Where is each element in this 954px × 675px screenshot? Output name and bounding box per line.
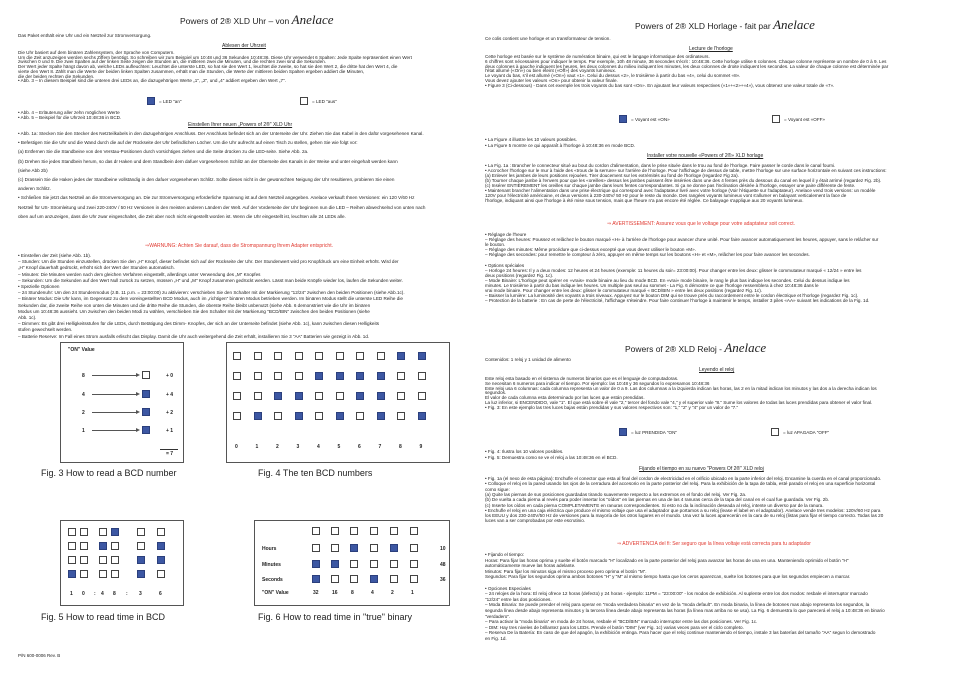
led-off xyxy=(377,352,385,360)
text-line: La luz inferior, si ENCENDIDO, vale "1". El que está sobre él vale "2," tercer del fondo vale "4," y el superior vale "8." Sume los valores de todas las luces prendidas para obtener el valor final. xyxy=(485,400,873,405)
fig6-row-label: Hours xyxy=(262,546,277,552)
led-off xyxy=(295,352,303,360)
text-line: Vous devez ajouter les valeurs «On» pour obtenir la valeur finale. xyxy=(485,78,618,83)
text-line: – Réglage des heures: Poussez et relâchez le bouton marqué «H» à l'arrière de l'horloge pour avancer d'une unité. Pour faire avancer automatiquement les heures, appuyer, sans le relâcher sur xyxy=(485,237,879,243)
led-on xyxy=(336,372,344,380)
led-off xyxy=(315,352,323,360)
led-off xyxy=(410,575,418,583)
text-line: automáticamente mueve las horas adelante. xyxy=(485,563,576,569)
led-off xyxy=(397,372,405,380)
text-line: (c) Drassein Sie die Haken jedes der Standbeine vollständig in den dafuer vorgesehenen Schlitz. Sollte dieses nicht in der gewünschten Neigung der Uhr resultieren, probieren Sie einen xyxy=(18,177,395,182)
led-off xyxy=(157,570,165,578)
text-line: 120V pour l'électricité américaine, et deux versions à 230-240V/ 50 Hz pour le reste du monde. Des rangées voyants lumineux vont s'allumer en balayant verticalement la face de xyxy=(485,193,847,198)
led-on xyxy=(377,412,385,420)
led-on xyxy=(336,412,344,420)
fig4-digit-label: 8 xyxy=(399,444,402,450)
led-on xyxy=(137,556,145,564)
led-off xyxy=(68,556,76,564)
led-on xyxy=(68,570,76,578)
fig6-result: 48 xyxy=(440,562,446,568)
fig3-arrow xyxy=(92,412,138,413)
french-sec2-heading: Installer votre nouvelle «Powers of 2®» XLD horlage xyxy=(647,153,764,159)
fig3-arrow xyxy=(92,375,138,376)
text-line: El valor de cada columna esta determinado por las luces que están prendidas. xyxy=(485,395,645,401)
text-line: – Para activar la "moda binaria" en moda de 24 horas, resbale el "BCD/BIN" marcado interruptor entre las dos posiciones. Ver Fig. 1c. xyxy=(485,619,758,625)
led-on xyxy=(377,372,385,380)
es-fig-ref-2: • Fig. 5: Demuestra como se ve el reloj a las 10:48:36 en el BCD. xyxy=(485,455,618,460)
fig3-value-label: 8 xyxy=(82,373,85,379)
text-line: (c) Inserte los oídos en cada pierna COMPLETAMENTE en ranuras correspondientes. Si esto no da la inclinación deseada al reloj, intente un diverso par de la ranura. xyxy=(485,502,824,508)
led-off xyxy=(80,542,88,550)
led-off xyxy=(274,412,282,420)
led-off xyxy=(137,528,145,536)
text-line: l'horloge, indiquant ainsi que l'horloge à été mise sous tension, mais que l'heure n'a pas encore été réglée. Ce balayage s'applique aux 20 voyants lumineux. xyxy=(485,198,804,203)
led-off xyxy=(356,352,364,360)
text-line: • Abb. 1a: Stecken Sie den Stecker des Netzteilkabels in den dazugehörigen Anschluss. Der Anschluss befindet sich an der Unterseite der Uhr. Ziehen Sie das Kabel in den dafür vorgesehenen Kanal. xyxy=(18,131,424,136)
text-line: 6 chiffres sont nécessaires pour indiquer le temps. Par exemple, 10h 48 minute, 36 secondes s'écrit : 10:48:36. Cette horloge utilise 6 colonnes. Chaque colonne représente un nombre de 0 à 9. Les xyxy=(485,58,887,64)
fig6-caption: Fig. 6 How to read time in "true" binary xyxy=(258,612,412,622)
led-on xyxy=(142,390,150,398)
fig4-digit-label: 4 xyxy=(317,444,320,450)
fig5-label: 1 xyxy=(70,591,73,597)
fr-led-off-swatch xyxy=(772,115,780,123)
fig5-label: 3 xyxy=(139,591,142,597)
french-sec1-heading: Lecture de l'horloge xyxy=(689,46,733,52)
fig5-label: 4 xyxy=(101,591,104,597)
led-off xyxy=(233,412,241,420)
spanish-warning: ⇒ ADVERTENCIA del fi: Ser seguro que la línea voltaje está correcta para tu adaptador xyxy=(617,541,811,547)
led-on xyxy=(370,575,378,583)
fig6-weight: 2 xyxy=(391,590,394,596)
fig3-header: "ON" Value xyxy=(68,347,95,353)
led-off xyxy=(233,372,241,380)
led-on xyxy=(418,412,426,420)
text-line: "verdadero". xyxy=(485,613,511,619)
led-off xyxy=(137,542,145,550)
text-line: • La Fig. 1a : Brancher le connecteur situé au bout du cordon d'alimentation, dans le prise située dans le trou au fond de l'horloge. Faire passer le corde dans le canal fourni. xyxy=(485,163,836,168)
led-on xyxy=(350,544,358,552)
fig3-arrow xyxy=(92,394,138,395)
text-line: (c) Insérer ENTIÈREMENT les oreilles sur chaque jambe dans leurs fentes correspondantes. Si ça ne donne pas l'inclination désirée à l'horloge, essayer une paire différente de fente. xyxy=(485,183,856,188)
german-title-text: Powers of 2® XLD Uhr – von xyxy=(180,16,290,26)
fig5-label: 8 xyxy=(113,591,116,597)
fig3-box xyxy=(60,342,184,463)
text-line: • Colloque el reloj en la pared usando los ojos de la cerradura del accesorio en la parte posterior del reloj. Para la exhibición de la tapa de tabla, esté parado el reloj en una superficie horizontal xyxy=(485,481,876,487)
led-off xyxy=(336,392,344,400)
led-off xyxy=(350,575,358,583)
text-line: • Einstellen der Zeit (siehe Abb. 1b). xyxy=(18,253,92,258)
text-line: Le voyant du bas, s'il est allumé («On») vaut «1». Celui du dessus «2», le troisième à partir du bas «4», celui du sommet «8». xyxy=(485,73,741,79)
fig6-unused-led xyxy=(390,527,398,535)
led-off xyxy=(356,412,364,420)
es-led-on-swatch xyxy=(619,428,627,436)
text-line: – Minuten: Die Minuten werden nach dem gleichen Verfahren eingestellt, allerdings unter Verwendung des „M" Knopfes xyxy=(18,271,261,277)
led-on xyxy=(137,570,145,578)
led-off xyxy=(99,556,107,564)
french-title xyxy=(635,17,815,33)
led-off xyxy=(68,528,76,536)
fig6-weight: 4 xyxy=(371,590,374,596)
led-on xyxy=(295,392,303,400)
fig4-digit-label: 6 xyxy=(358,444,361,450)
fig4-digit-label: 3 xyxy=(296,444,300,450)
text-line: en Fig. 1d. xyxy=(485,636,507,641)
fig4-digit-label: 2 xyxy=(276,444,279,450)
text-line: zwischen 0 und 9. Die zwei Spalten auf der linken Seite zeigen die Stunden an, die mittleren zwei die Minuten, und die rechten zwei sind die Sekunden. xyxy=(18,59,326,65)
led-off xyxy=(254,392,262,400)
led-off xyxy=(254,372,262,380)
right-section xyxy=(477,0,954,675)
text-line: (b) Tourner chaque jambe à l'envers pour que les «oreilles» dessus les jambes puissent être insérées dans une des 4 fentes près du dessous du canal en lequel il y était arrimé (regardez Fig. 2b). xyxy=(485,178,882,183)
led-off xyxy=(418,372,426,380)
fig6-unused-led xyxy=(350,527,358,535)
french-brand: Anelace xyxy=(773,17,815,32)
fig6-row-label: Seconds xyxy=(262,577,283,583)
text-line: • Réglage de l'heure xyxy=(485,232,527,237)
text-line: Minutos: Para fijar los minutos siga el mismo proceso pero oprima el botón "M". xyxy=(485,568,647,574)
led-on xyxy=(356,392,364,400)
german-sec2-heading: Einstellen Ihrer neuen „Powers of 2®" XLD Uhr xyxy=(188,122,293,128)
led-on xyxy=(295,412,303,420)
led-off xyxy=(233,352,241,360)
text-line: deux positions (regardez Fig. 1c). xyxy=(485,272,554,278)
text-line: (b) De vuelta a cada pierna al revés para poder insertar los "oídos" en las piernas en una de las 4 ranuras cerca de la tapa del canal en el cual fue guardada. Ver Fig. 2b. xyxy=(485,497,830,503)
spanish-sec1-heading: Leyendo el reloj xyxy=(699,367,735,373)
text-line: segunda línea desde abajo representa minutos y la tercera línea desde abajo representa las horas (la línea mas arriba no se usa). La Fig. 6 demuestra lo que parecerá el reloj a 10:48:36 en binario xyxy=(485,608,885,613)
led-off xyxy=(336,352,344,360)
text-line: • Opciones Especiales xyxy=(485,585,531,591)
text-line: – Sekunden: Um die Sekunden auf den Wert Null zurück zu setzen, müssen „H" und „M" Knopf zusammen gedrückt werden. Lässt man beide Knöpfe wieder los, laufen die Sekunden weiter. xyxy=(18,277,403,283)
led-off xyxy=(410,544,418,552)
led-off xyxy=(254,352,262,360)
german-title xyxy=(180,12,334,28)
text-line: Segundos: Para fijar los segundos oprima ambos botones "H" y "M" al mismo tiempo hasta que los ceros aparezcan, suelte los botones para que los segundos empiecen a marcar. xyxy=(485,574,851,580)
led-on xyxy=(142,408,150,416)
fig6-weight: 1 xyxy=(411,590,414,596)
text-line: • Figure 3 (Ci-dessous) - Dans cet exemple les trois voyants du bas sont «On». En ajoutant leur valeurs respectives («1»+«2»+«4»), vous obtenez une valeur totale de «7». xyxy=(485,82,835,88)
led-off xyxy=(315,412,323,420)
text-line: – Mode Binaire: L'horloge peut opérer en «vrais» mode binaire au lieu du mode BCD. En «vrai» mode binaire, le rang le plus bas indique les secondes. Celui du dessus indique les xyxy=(485,277,850,283)
text-line: minutes. Le troisième à partir du bas indique les heures. Un multiple pas seul au sommet - La Fig. 6 démontre ce que l'horloge ressemblera à chez 10:48:36 dans le xyxy=(485,283,819,288)
led-on xyxy=(312,575,320,583)
fig6-result: 36 xyxy=(440,577,446,583)
led-on xyxy=(418,352,426,360)
german-intro: Das Paket enthält eine Uhr und ein Netzteil zur Stromversorgung. xyxy=(18,33,152,38)
text-line: oben auf um anzuzeigen, dass die Uhr zwar eingeschaltet, die Zeit aber noch nicht eingestellt worden ist. Wenn die Uhr eingestellt ist, leuchten alle 24 LEDs alle. xyxy=(18,213,346,219)
fig-ref-1: • Abb. 4 – Erläuterung aller zehn möglichen Werte xyxy=(18,110,120,115)
fig3-value-label: 1 xyxy=(82,428,85,434)
text-line: "12/24" entre las dos posiciones. xyxy=(485,596,552,602)
text-line: los EEUU y dos 230-240V/50 Hz de versiones para la mayoría de los otros lugares en el mundo. Una vez la luces aparecerán en la cara de su reloj (listas para fijar el tiempo correcto. Todas las 20 xyxy=(485,513,884,519)
led-on xyxy=(331,560,339,568)
fig6-row-label: Minutes xyxy=(262,562,281,568)
fig-ref-2: • Abb. 5 – Beispiel für die Uhrzeit 10:48:36 in BCD. xyxy=(18,115,122,120)
text-line: Netzteil für US- Stromleitung und zwei 220-240V / 50 Hz Versionen in den meisten anderen Ländern der Welt. Auf der Vorderseite der Uhr beginnen nun die LED – Reihen abwechselnd von unten nach xyxy=(18,204,426,210)
led-off xyxy=(99,570,107,578)
led-off xyxy=(80,570,88,578)
led-off xyxy=(331,544,339,552)
fig3-value-label: 4 xyxy=(82,392,85,398)
text-line: deux colonnes à gauche indiquent les heures, les deux colonnes du milieu indiquent les minutes, les deux colonnes de droite indiquent les secondes. La valeur de chaque colonne est déterminée par xyxy=(485,63,889,69)
fig3-arrow xyxy=(92,430,138,431)
fig3-plus-label: + 0 xyxy=(166,373,174,379)
text-line: • Fig. 1a (el nexo de esta página): Enchufle el conector que esta al final del cordon de electricidad en el orificio ubicado en la parte inferior del reloj. Encamine la cuerda en el canal proporcionado. xyxy=(485,476,882,481)
fig6-weight: 8 xyxy=(351,590,354,596)
fig3-sum-line xyxy=(160,449,178,450)
text-line: – Moda Binaria: Se puede prender el reloj para operar en "moda verdadera binaria" en vez de la "moda default". En moda binaria, la línea de botones mas abajo representa los segundos, la xyxy=(485,602,870,608)
text-line: Este reloj usa 6 columnas: cada columna representa un valor de 0 a 9. Las dos columnas a la izquierda indican las horas, las 2 en la mitad indican los minutos y las dos a la derecha indican los xyxy=(485,385,877,391)
fig6-weight: 16 xyxy=(332,590,338,596)
text-line: Abb. 1c). xyxy=(18,315,37,320)
fig4-digit-label: 0 xyxy=(235,444,238,450)
text-line: le bouton. xyxy=(485,242,506,248)
text-line: – Réglage des minutes: Même procédure que ci-dessus excepté que vous devez utiliser le bouton «M». xyxy=(485,247,696,253)
led-off xyxy=(312,544,320,552)
fig3-plus-label: + 4 xyxy=(166,392,174,398)
led-off xyxy=(390,575,398,583)
fig4-digit-label: 5 xyxy=(337,444,341,450)
fr-led-on-swatch xyxy=(619,115,627,123)
text-line: – Réglage des secondes: pour remettre le compteur à zéro, appuyer en même temps sur les boutons «H» et «M», relâcher les pour faire avancer les secondes. xyxy=(485,252,810,258)
text-line: (a) Quite las piernas de sus posiciones guardadas tirando suavemente respecto a los extremos en el fondo del reloj. Ver Fig. 2a. xyxy=(485,491,747,497)
led-off xyxy=(274,352,282,360)
led-off-label: = LED "aus" xyxy=(312,99,337,104)
fig6-unused-led xyxy=(370,527,378,535)
fig6-weight: 32 xyxy=(313,590,319,596)
fig3-value-label: 2 xyxy=(82,410,85,416)
text-line: vierte den Wert 8. Zählt man die Werte der beiden linken Spalten zusammen, erhält man die Stunden, die Werte der mittleren beiden Spalten ergeben addiert die Minuten, xyxy=(18,68,365,74)
led-off xyxy=(331,575,339,583)
french-intro: Ce colis contient une horloge et un transformateur de tension. xyxy=(485,36,611,41)
text-line: • Spezielle Optionen xyxy=(18,284,60,289)
led-off xyxy=(233,392,241,400)
text-line: Sekunden dar, die zweite Reihe von unten die Minuten und die dritte Reihe die Stunden, die oberste Reihe bleibt unbenutzt (siehe Abb. 6 demonstriert wie die Uhr im binären xyxy=(18,302,371,308)
led-on xyxy=(356,372,364,380)
led-off xyxy=(80,556,88,564)
led-off xyxy=(111,570,119,578)
fig4-digit-label: 7 xyxy=(378,444,382,450)
text-line: – Binärer Modus: Die Uhr kann, im Gegensatz zu dem voreingestellten BCD Modus, auch im „richtigen" binären Modus betrieben werden. Im binären Modus stellt die unterste LED Reihe die xyxy=(18,296,403,302)
text-line: – Baisser la lumière: La luminosité des voyants a trois niveaux. Appuyez sur le bouton DIM qui se trouve près du raccordement entre le cordon électrique et l'horloge (regardez Fig. 1c). xyxy=(485,293,859,299)
led-off xyxy=(157,528,165,536)
es-fig-ref-1: • Fig. 4: Ilustra los 10 valores posibles. xyxy=(485,449,564,454)
text-line: Modus um 10:48:36 aussieht. Um zwischen den beiden Modi zu wählen, verschieben Sie den Schalter mit der Markierung "BCD/BIN" zwischen den beiden Positionen (siehe xyxy=(18,308,370,314)
fig5-label: 0 xyxy=(82,591,85,597)
led-off xyxy=(397,392,405,400)
led-off xyxy=(370,560,378,568)
led-on xyxy=(99,542,107,550)
fig3-plus-label: + 2 xyxy=(166,410,174,416)
text-line: (a) Enlever les jambes de leurs positions rejouées. Tirer doucement sur les extrémités au fond de l'horloge (regardez Fig 2a). xyxy=(485,173,739,178)
fig6-unused-led xyxy=(410,527,418,535)
led-off xyxy=(295,372,303,380)
led-off xyxy=(418,392,426,400)
german-warning: ⇒WARNUNG: Achten Sie darauf, dass die Stromspannung Ihrem Adapter entspricht. xyxy=(145,243,333,249)
fr-led-on-label: = Voyant est «ON» xyxy=(631,117,670,122)
text-line: – 24 relojes de la hora: El reloj ofrece 12 horas (defecto) y 24 horas - ejemplo: 11PM = "23:00:00" - los modos de exhibición. Al suplente entre los dos modos: resbale el interruptor marcado xyxy=(485,591,868,597)
spanish-title-text: Powers of 2® XLD Reloj - xyxy=(625,344,722,354)
spanish-title xyxy=(625,340,766,356)
fig3-arrow-tip xyxy=(136,392,140,396)
text-line: Este reloj esta basado en el sistema de numeros binarios que es el lenguaje de computadoras. xyxy=(485,376,679,381)
led-off xyxy=(370,544,378,552)
text-line: • Fig. 3: En este ejemplo las tres luces bajas están prendidas y sus valores respectivos son: "1," "2" y "4" por un valor de "7." xyxy=(485,404,739,410)
fig5-box xyxy=(60,520,184,606)
led-on xyxy=(312,560,320,568)
led-on xyxy=(157,542,165,550)
text-line: • Maintenant brancher l'alimentation dans une prise électrique qui correspond avec l'adaptateur livré avec votre horloge (Voir l'étiquette sur l'adaptateur). Anelace vend trois versions: un modèle xyxy=(485,188,876,193)
text-line: – Stunden: Um die Stunden einzustellen, drücken Sie den „H" Knopf, dieser befindet sich auf der Rückseite der Uhr. Der Stundenwert wird pro Knopfdruck um eine Einheit erhöht. Wird der xyxy=(18,259,399,265)
fig5-label: : xyxy=(94,591,96,597)
led-off xyxy=(111,542,119,550)
fig5-caption: Fig. 5 How to read time in BCD xyxy=(41,612,166,622)
text-line: Um die Zeit anzuzeigen werden sechs Ziffern benötigt. So schreiben wir zum Beispiel um 10:48 und 36 Sekunden 10:48:36. Diese Uhr verwendet 6 Spalten: Jede Spalte repräsentiert einen Wert xyxy=(18,54,412,60)
led-on xyxy=(142,426,150,434)
fr-led-off-label: = Voyant est «OFF» xyxy=(784,117,825,122)
led-off xyxy=(274,372,282,380)
fig3-arrow-tip xyxy=(136,428,140,432)
text-line: Se necesitan 6 numeros para indicar el tiempo. Por ejemplo: las 10:48 y 36 segundos lo expresamos 10:48:36 xyxy=(485,380,710,386)
text-line: l'état allumé («On») ou bien éteint («Off») des voyants lumineux. xyxy=(485,68,617,74)
text-line: – Reserva De la Batería: En caso de que del apagón, la exhibición entinga. Para hacer que el reloj continue manteniendo el tiempo, instale 3 las baterías del tamaño "AA" segun lo demostrado xyxy=(485,630,876,636)
fr-fig-ref-2: • La Figure 5 montre ce qui apparaît à l'horloge à 10:48:36 en mode BCD. xyxy=(485,143,636,148)
led-on-swatch xyxy=(147,97,155,105)
fig3-caption: Fig. 3 How to read a BCD number xyxy=(41,468,177,478)
led-on xyxy=(377,392,385,400)
text-line: die der beiden rechten die Sekunden. xyxy=(18,73,95,79)
fr-fig-ref-1: • La Figure 4 illustre les 10 valeurs possibles. xyxy=(485,137,577,142)
fig4-digit-label: 1 xyxy=(255,444,259,450)
text-line: (siehe Abb 2b) xyxy=(18,167,48,173)
text-line: stufen gewechselt werden. xyxy=(18,327,73,333)
text-line: – DIM: Hay tres niveles de brillantez para los LEDs. Prende el botón "DIM" (ver Fig. 1c) varias veces para ver el ciclo completo. xyxy=(485,624,744,630)
german-sec1-heading: Ablesen der Uhrzeit xyxy=(222,43,266,49)
fig5-label: : xyxy=(126,591,128,597)
text-line: • Abb. 3 – In diesem Beispiel sind die unteren drei LEDs an, die dazugehörigen Werte „1", „2", und „4" addiert ergeben den Wert „7". xyxy=(18,78,286,84)
led-on-label: = LED "an" xyxy=(159,99,182,104)
text-line: anderen Schlitz. xyxy=(18,186,51,192)
german-brand: Anelace xyxy=(291,12,334,27)
text-line: vrai mode binaire. Pour changer entre les deux: glisser le commutateur marqué « BCD/BIN » entre les deux positions (regardez Fig. 1c). xyxy=(485,288,763,294)
led-off xyxy=(390,560,398,568)
led-off xyxy=(111,556,119,564)
fig6-unused-led xyxy=(331,527,339,535)
text-line: – 24 Stundenuhr: Um den 24 Stundenmodus (z.B. 11 p.m. = 23:00:00) zu aktivieren: verschieben Sie den Schalter mit der Markierung "12/24" zwischen den beiden Positionen (siehe Abb.1c). xyxy=(18,290,405,296)
text-line: – Horloge 24 heures: Il y a deux modes: 12 heures et 24 heures (exemple: 11 heures du soir= 23:00:00). Pour changer entre les deux: glisser le commutateur marqué « 12/24 » entre les xyxy=(485,267,862,273)
text-line: luces van a ser comprobadas por este escrutinio. xyxy=(485,518,586,524)
es-led-off-label: = luz APAGADA "OFF" xyxy=(783,430,830,435)
es-led-on-label: = luz PRENDIDA "ON" xyxy=(631,430,678,435)
led-off xyxy=(315,392,323,400)
french-title-text: Powers of 2® XLD Horlage - fait par xyxy=(635,21,771,31)
es-led-off-swatch xyxy=(771,428,779,436)
fig3-plus-label: + 1 xyxy=(166,428,174,434)
led-on xyxy=(397,352,405,360)
fig4-digit-label: 9 xyxy=(419,444,423,450)
text-line: como sigue: xyxy=(485,486,510,492)
fig3-arrow-tip xyxy=(136,410,140,414)
text-line: (a) Entfernen Sie die Standbeine von den Verstau-Positionen durch vorsichtiges ziehen und die Seite drücken zu die LED-seite. Siehe Abb. 2a. xyxy=(18,149,309,155)
french-warning: ⇒ AVERTISSEMENT: Assurez vous que le voltage pour votre adaptateur soit correct. xyxy=(607,221,795,227)
led-off-swatch xyxy=(300,97,308,105)
text-line: segundos. xyxy=(485,390,507,396)
led-off xyxy=(80,528,88,536)
led-on xyxy=(254,412,262,420)
fig4-caption: Fig. 4 The ten BCD numbers xyxy=(258,468,373,478)
text-line: Der Wert jeder Spalte hängt davon ab, welche LEDs aufleuchten: Leuchtet die unterste LED, so hat sie den Wert 1, leuchtet die zweite, so hat sie den Wert 2, die dritte hat den Wert 4, die xyxy=(18,64,398,70)
text-line: – Batterie Reserve: Im Fall eines Strom ausfalls erlischt das Display. Damit die Uhr auch weitergehend die Zeit erhält, installieren Sie 3 "AA" Batterien wie gezeigt in Abb. 1d. xyxy=(18,333,370,339)
text-line: (b) Drehen Sie jedes Standbein herum, so das dr Haken und dem Standbein dem dafuer vorgesehenen Schlitz an der Oberseite des Kanals in der Weise und unter eingehalt werden kann xyxy=(18,158,398,164)
fig3-total: = 7 xyxy=(166,451,174,457)
text-line: • Accrocher l'horloge sur le mur à l'aide des «trous de la serrure» sur l'arrière de l'horloge. Pour l'affichage de dessus de table, mettre l'horloge sur une surface horizontale en suivant ces instructions: xyxy=(485,168,887,173)
led-on xyxy=(111,528,119,536)
fig6-result: 10 xyxy=(440,546,446,552)
text-line: • Enchufle el reloj en una caja eléctrica que produce el mismo voltaje que usa el adaptador que portamos a su reloj (lease el label en el adaptador). Anelace vende tres modelos: 120V/60 Hz para xyxy=(485,507,881,513)
fig3-arrow-tip xyxy=(136,373,140,377)
led-off xyxy=(397,412,405,420)
text-line: Cette horloge est basée sur le système de numération binaire, qui est le langage informatique des ordinateurs. xyxy=(485,54,710,59)
text-line: • Befestigen Sie die Uhr und die Wand durch die auf der Rückseite der Uhr befindlichen Löcher. Um die Uhr aufrecht auf einen Tisch zu stellen, gehen Sie wie folgt vor: xyxy=(18,140,358,146)
text-line: – Protection de la batterie : En cas de perte de l'électricité, l'affichage s'éteindre. Pour faire continuer l'horloge à maintenir le temps, installer 3 piles «AA» suivant les indications de la Fig. 1d. xyxy=(485,298,870,304)
led-off xyxy=(99,528,107,536)
fig6-unused-led xyxy=(312,527,320,535)
text-line: • Options spéciales xyxy=(485,262,525,268)
spanish-sec2-heading: Fijando el tiempo en su nuevo "Powers Of 2®" XLD reloj xyxy=(639,466,764,472)
led-off xyxy=(68,542,76,550)
text-line: „H" Knopf dauerhaft gedrückt, erhöht sich der Wert der Stunden automatisch. xyxy=(18,265,175,271)
part-number: P/N 600-0006 Rev. B xyxy=(18,653,61,658)
led-off xyxy=(350,560,358,568)
led-on xyxy=(315,372,323,380)
led-on xyxy=(390,544,398,552)
led-off xyxy=(410,560,418,568)
text-line: • Schließen Sie jetzt das Netzteil an die Stromversorgung an. Die zur Stromversorgung erforderliche Spannung ist auf dem Netzteil angegeben. Anelace verkauft Ihnen Versionen: ein 120 V/60 Hz xyxy=(18,195,415,201)
fig6-on-label: "ON" Value xyxy=(262,590,289,596)
fig5-label: 6 xyxy=(159,591,162,597)
led-on xyxy=(157,556,165,564)
text-line: • Fijando el tiempo: xyxy=(485,552,525,557)
led-off xyxy=(142,371,150,379)
spanish-intro: Contenidos: 1 reloj y 1 unidad de alimento xyxy=(485,357,571,362)
text-line: Horas: Para fijar las horas oprima y suelte el botón marcado "H" localizado en la parte posterior del reloj para avanzar las horas de una en una. Manteniendo oprimido el botón "H" xyxy=(485,557,849,563)
spanish-brand: Anelace xyxy=(724,340,767,355)
text-line: Die Uhr basiert auf dem binären Zahlensystem, der Sprache von Computern. xyxy=(18,50,175,55)
led-on xyxy=(274,392,282,400)
text-line: – Dimmen: Es gibt drei Helligkeitsstufen für die LEDs, durch Betätigung des Dimm- Knopfes, der sich an der Unterseite befindet (siehe Abb. 1c), kann zwischen diesen Helligkeits xyxy=(18,321,380,327)
